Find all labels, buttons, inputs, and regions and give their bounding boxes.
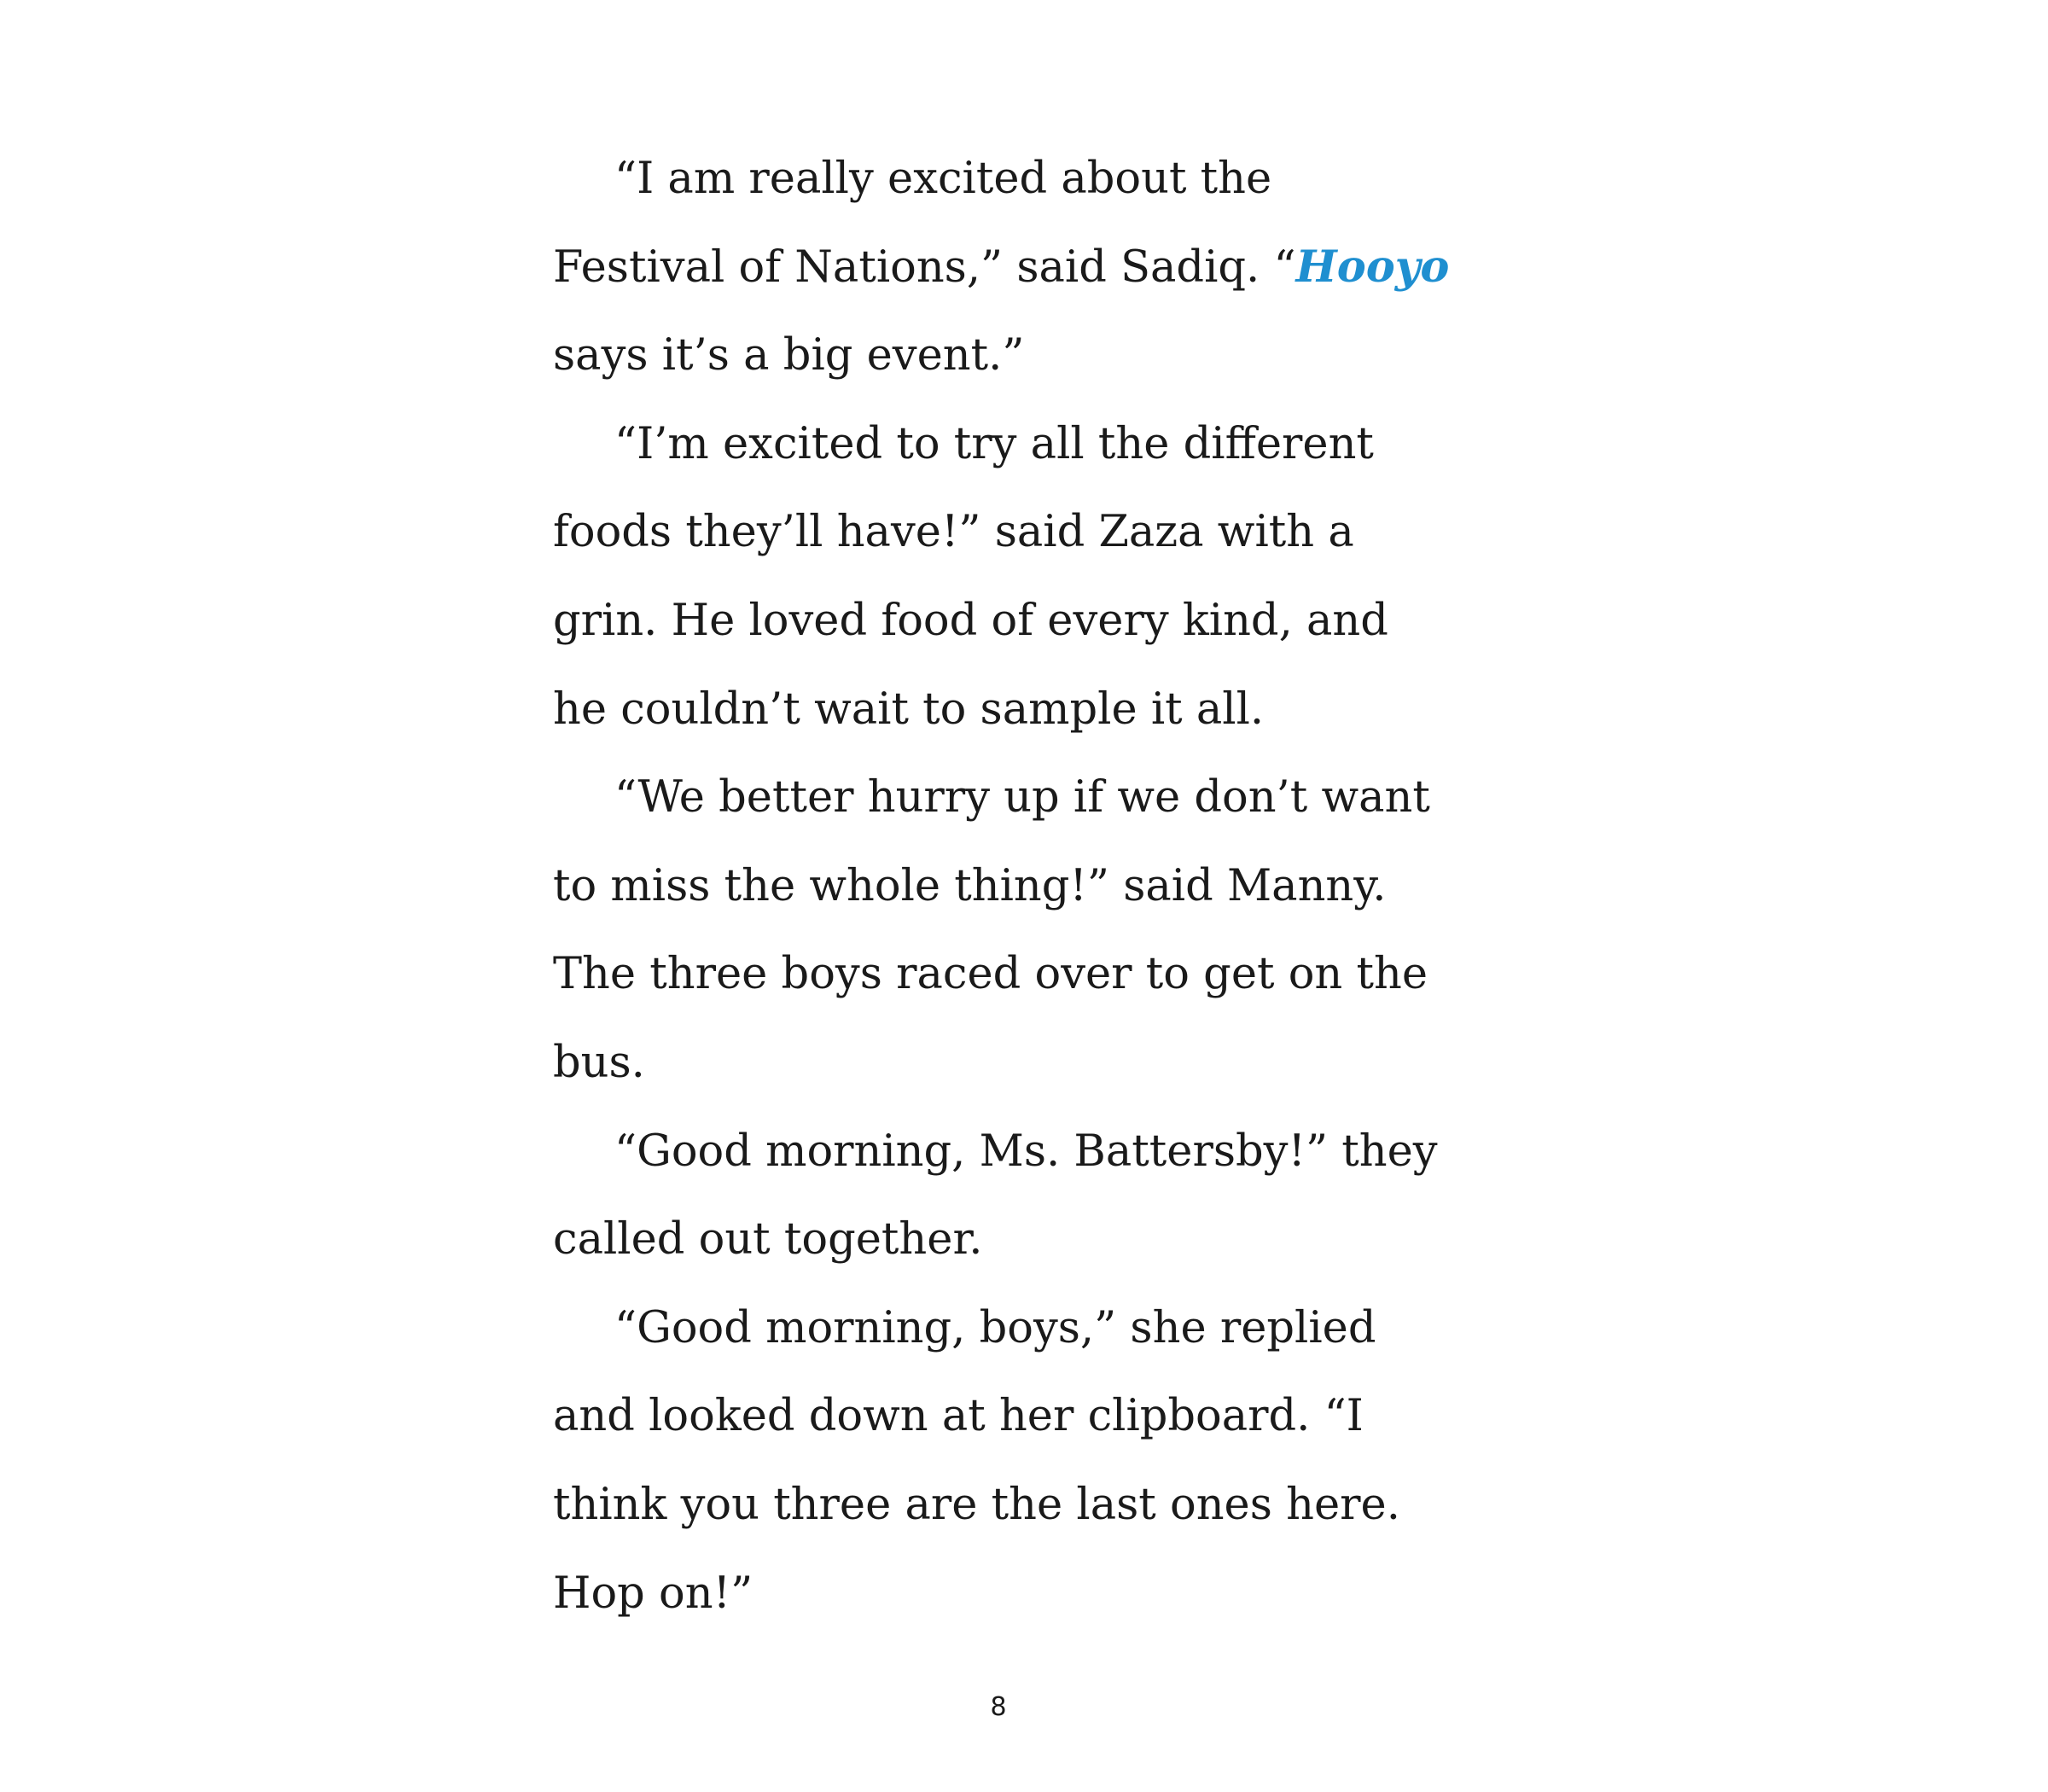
text-line [553,224,1526,312]
story-text [553,135,1526,1638]
text-line: to miss the whole thing!” said Manny. [553,860,1387,911]
text-line: foods they’ll have!” said Zaza with a [553,507,1354,558]
text-line: grin. He loved food of every kind, and [553,595,1388,646]
text-segment: Festival of Nations,” said Sadiq. “ [553,241,1296,293]
text-line: Hop on!” [553,1568,753,1619]
text-line: “Good morning, boys,” she replied [614,1302,1376,1353]
text-line: “I’m excited to try all the different [614,418,1374,469]
text-line: The three boys raced over to get on the [553,949,1428,1000]
text-line: says it’s a big event.” [553,330,1025,381]
text-line: think you three are the last ones here. [553,1479,1400,1530]
text-line: and looked down at her clipboard. “I [553,1391,1364,1442]
text-line: called out together. [553,1214,983,1265]
text-line: “Good morning, Ms. Battersby!” they [614,1126,1438,1177]
foreign-word: Hooyo [1295,241,1450,293]
page-number: 8 [990,1692,1007,1722]
text-line: “We better hurry up if we don’t want [614,772,1430,823]
text-line: bus. [553,1037,645,1088]
text-line: he couldn’t wait to sample it all. [553,684,1265,735]
text-line: “I am really excited about the [614,154,1272,204]
